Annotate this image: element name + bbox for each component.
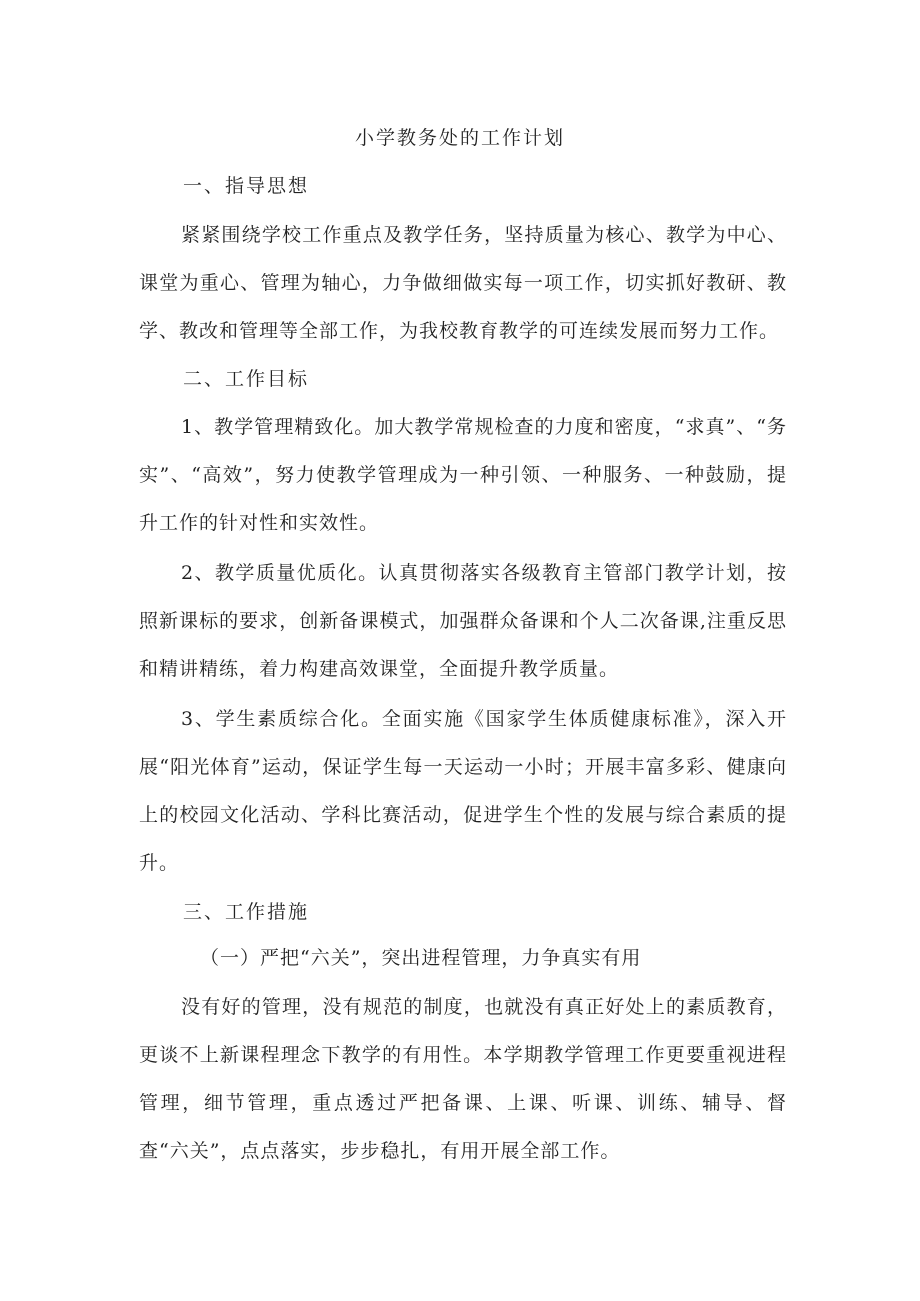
subsection-heading-six-checkpoints: （一）严把“六关”，突出进程管理，力争真实有用 <box>200 947 642 969</box>
paragraph-goal-3: 3、学生素质综合化。全面实施《国家学生体质健康标准》，深入开展“阳光体育”运动，保证学生每一天运动一小时；开展丰富多彩、健康向上的校园文化活动、学科比赛活动，促进学生个性的发展与综合素质的提升。 <box>139 708 787 874</box>
paragraph-measures-1: 没有好的管理，没有规范的制度，也就没有真正好处上的素质教育，更谈不上新课程理念下教学的有用性。本学期教学管理工作更要重视进程管理，细节管理，重点透过严把备课、上课、听课、训练、辅导、督查“六关”，点点落实，步步稳扎，有用开展全部工作。 <box>139 996 787 1162</box>
paragraph-goal-2: 2、教学质量优质化。认真贯彻落实各级教育主管部门教学计划，按照新课标的要求，创新备课模式，加强群众备课和个人二次备课,注重反思和精讲精练，着力构建高效课堂，全面提升教学质量。 <box>139 562 787 680</box>
document-title: 小学教务处的工作计划 <box>354 127 565 149</box>
section-heading-guiding-thought: 一、指导思想 <box>183 175 310 197</box>
section-heading-work-goals: 二、工作目标 <box>183 368 310 390</box>
section-heading-work-measures: 三、工作措施 <box>183 901 310 923</box>
paragraph-goal-1: 1、教学管理精致化。加大教学常规检查的力度和密度，“求真”、“务实”、“高效”，努力使教学管理成为一种引领、一种服务、一种鼓励，提升工作的针对性和实效性。 <box>139 416 787 534</box>
paragraph-guiding-thought: 紧紧围绕学校工作重点及教学任务，坚持质量为核心、教学为中心、课堂为重心、管理为轴心，力争做细做实每一项工作，切实抓好教研、教学、教改和管理等全部工作，为我校教育教学的可连续发展而努力工作。 <box>139 224 787 342</box>
